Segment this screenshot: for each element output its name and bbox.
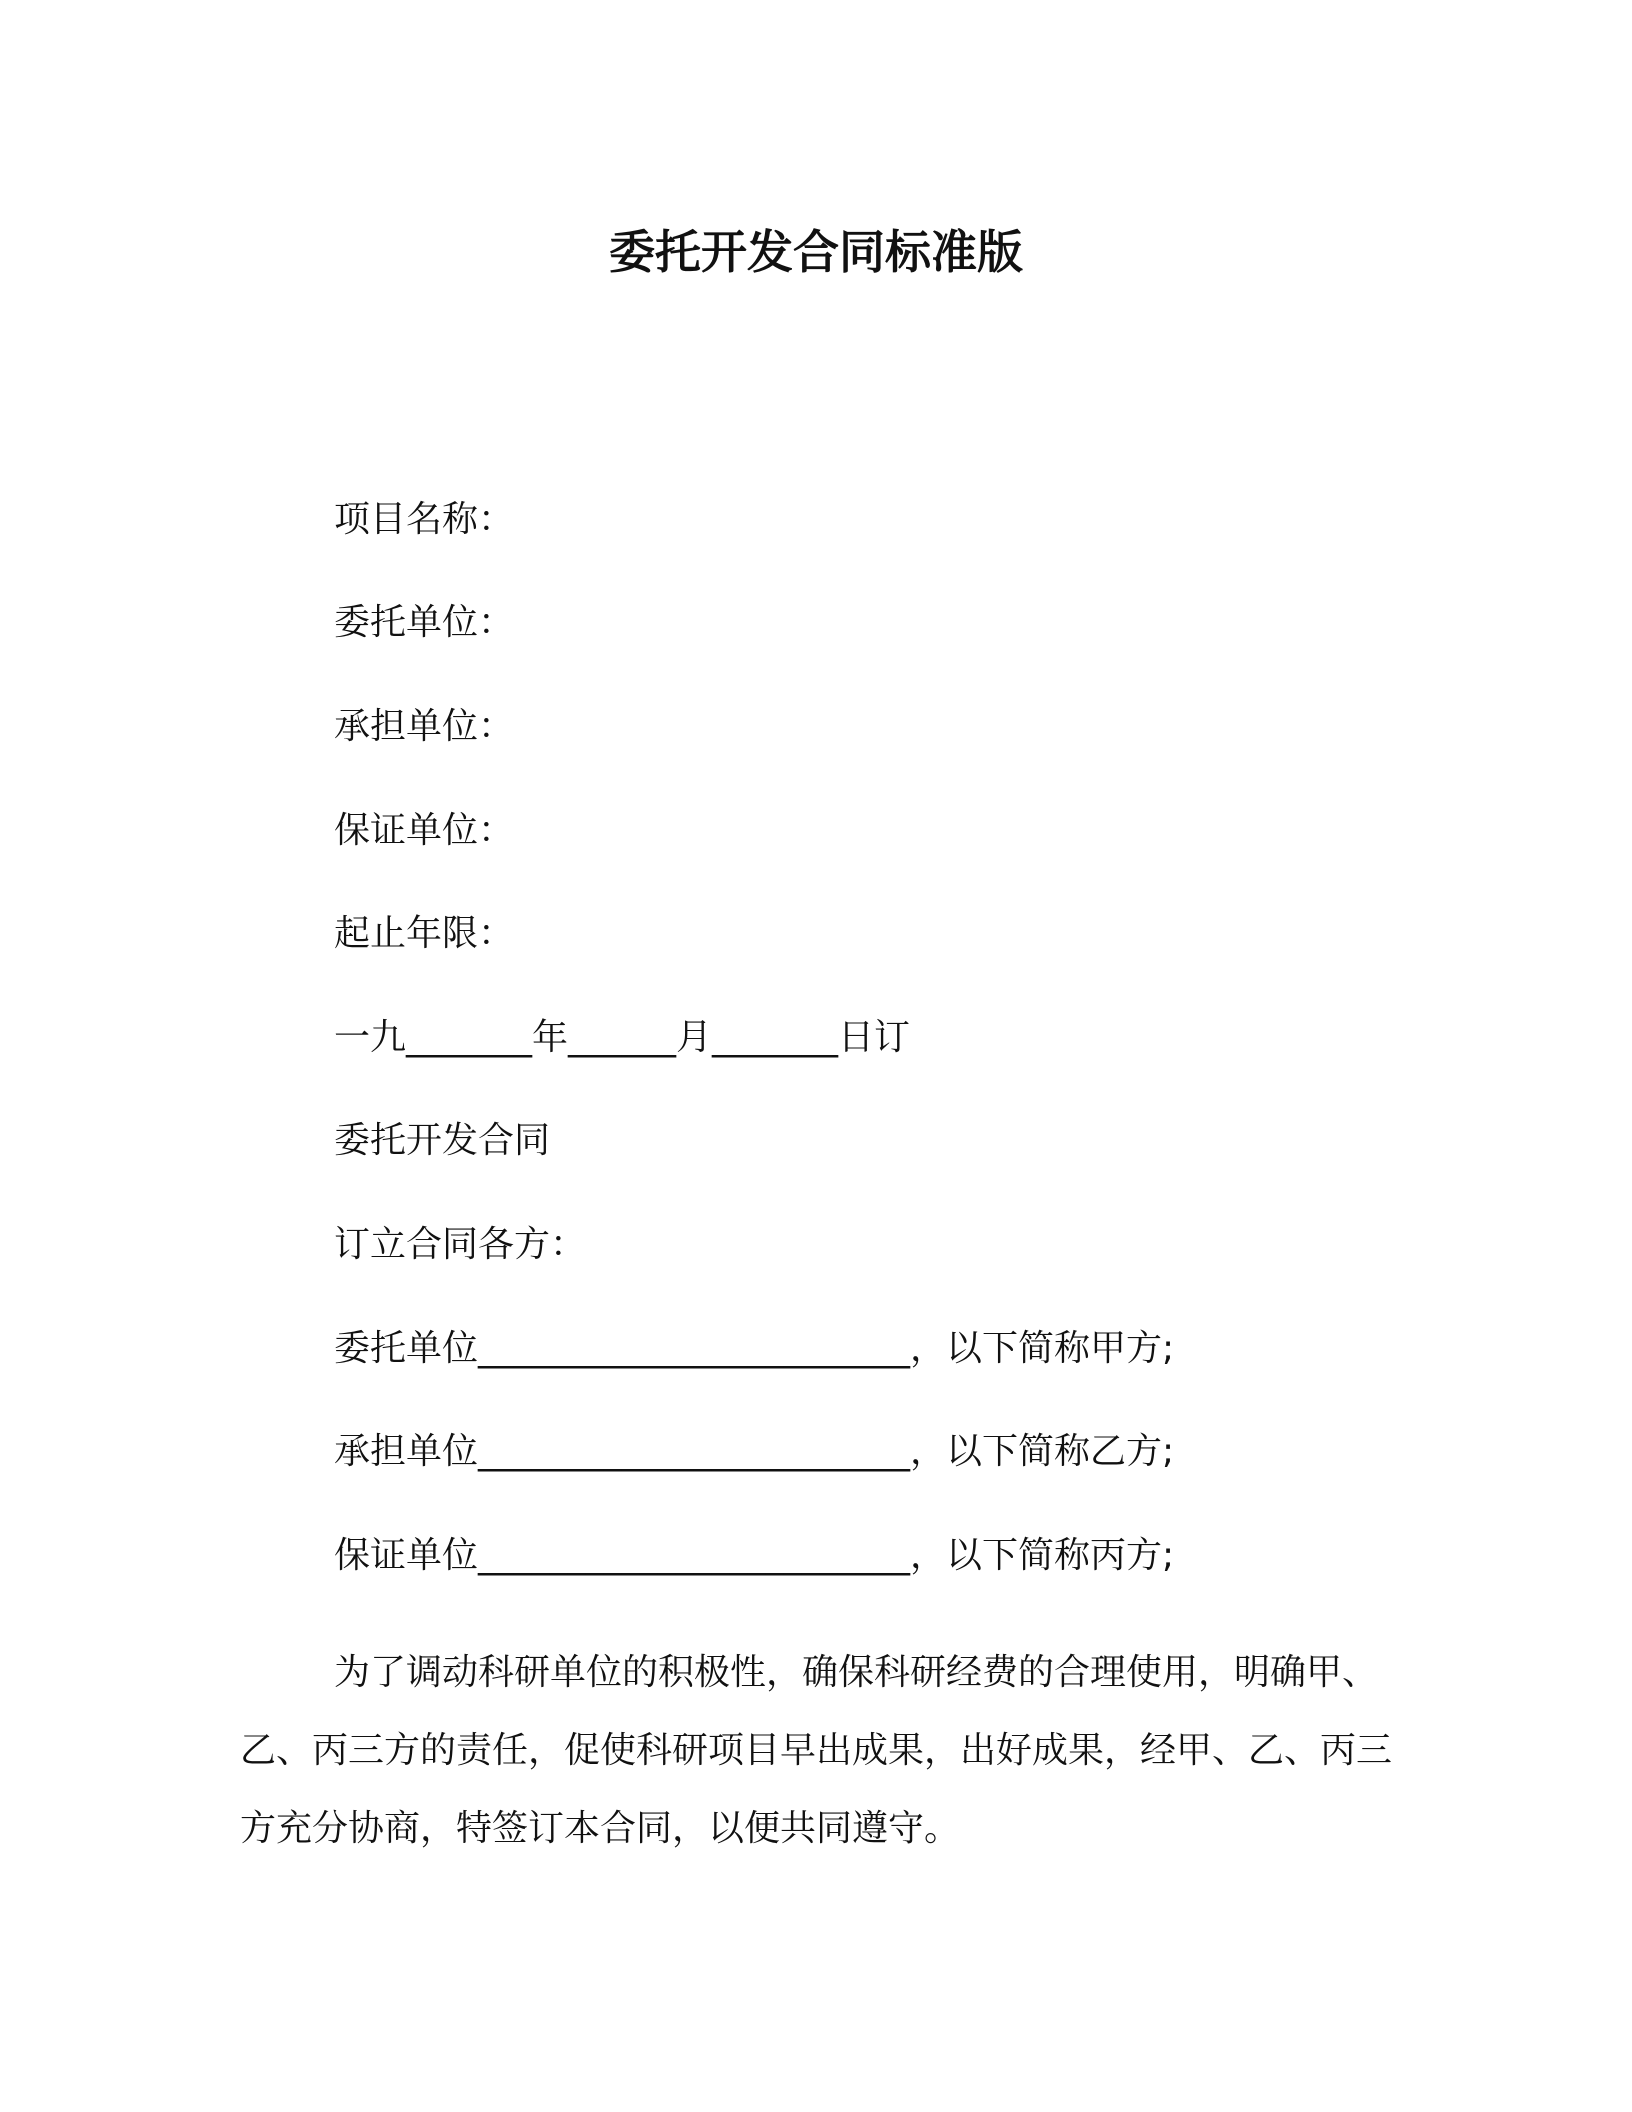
signing-date-line: 一九_______年______月_______日订 xyxy=(334,1017,911,1058)
term-label: 起止年限： xyxy=(334,913,515,954)
commissioning-unit-label: 委托单位： xyxy=(334,602,515,643)
project-name-label: 项目名称： xyxy=(334,499,515,540)
undertaking-unit-label: 承担单位： xyxy=(334,706,515,747)
parties-heading: 订立合同各方： xyxy=(334,1224,587,1265)
guarantee-unit-label: 保证单位： xyxy=(334,810,515,851)
document-title: 委托开发合同标准版 xyxy=(609,225,1023,279)
party-b-line: 承担单位________________________，以下简称乙方; xyxy=(334,1431,1175,1472)
intro-paragraph: 为了调动科研单位的积极性，确保科研经费的合理使用，明确甲、乙、丙三方的责任，促使科研项目早出成果，出好成果，经甲、乙、丙三方充分协商，特签订本合同，以便共同遵守。 xyxy=(240,1652,1393,1849)
party-a-line: 委托单位________________________，以下简称甲方; xyxy=(334,1328,1175,1369)
party-c-line: 保证单位________________________，以下简称丙方; xyxy=(334,1535,1175,1576)
contract-heading: 委托开发合同 xyxy=(334,1120,551,1161)
